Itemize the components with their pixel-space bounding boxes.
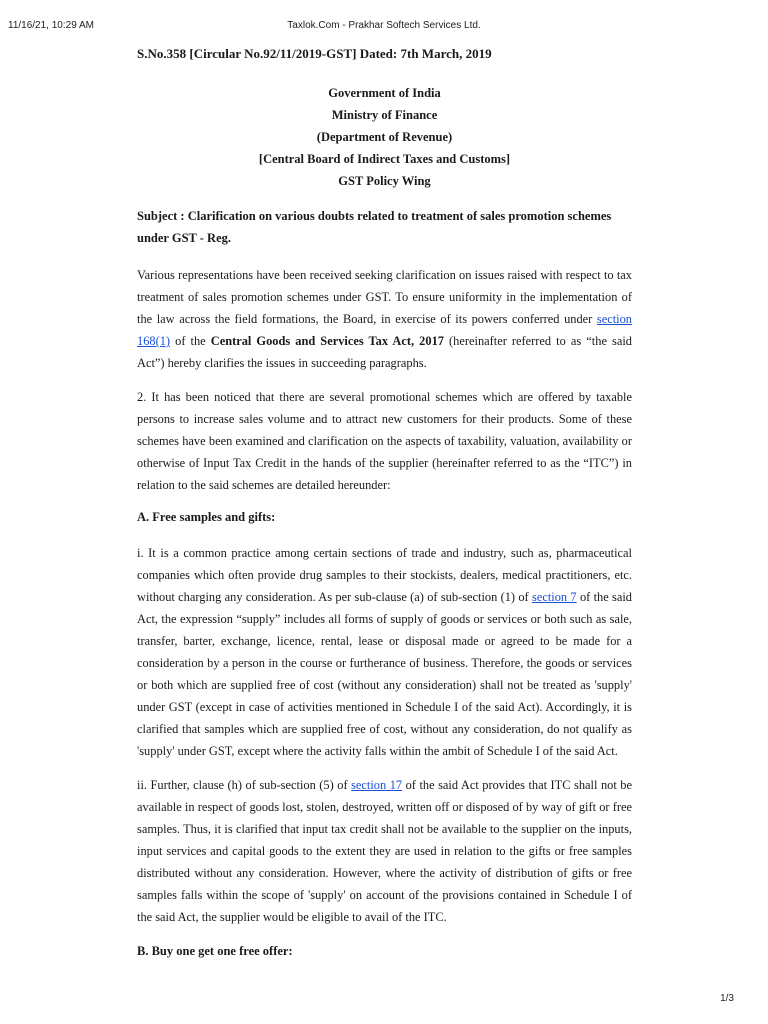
- text-run: of the said Act, the expression “supply” includes all forms of supply of goods or services or both such as sale, transfer, barter, exchange, licence, rental, lease or disposal made or agreed to be made for a consideration by a person in the course or furtherance of business. Therefore, the goods or services or both which are supplied free of cost (without any consideration) shall not be treated as 'supply' under GST (except in case of activities mentioned in Schedule I of the said Act). Accordingly, it is clarified that samples which are supplied free of cost, without any consideration, do not qualify as 'supply' under GST, except where the activity falls within the ambit of Schedule I of the said Act.: [137, 590, 632, 758]
- section-7-link[interactable]: section 7: [532, 590, 577, 604]
- paragraph-i: [137, 542, 632, 762]
- paragraph-intro: [137, 264, 632, 374]
- act-name: Central Goods and Services Tax Act, 2017: [210, 334, 444, 348]
- print-timestamp: 11/16/21, 10:29 AM: [8, 20, 94, 31]
- text-run: Various representations have been received seeking clarification on issues raised with respect to tax treatment of sales promotion schemes under GST. To ensure uniformity in the implementation of the law across the field formations, the Board, in exercise of its powers conferred under: [137, 268, 632, 326]
- subject-line: Subject : Clarification on various doubts related to treatment of sales promotion schemes under GST - Reg.: [137, 209, 612, 245]
- text-run: ii. Further, clause (h) of sub-section (5) of: [137, 778, 352, 792]
- paragraph-2: 2. It has been noticed that there are several promotional schemes which are offered by taxable persons to increase sales volume and to attract new customers for their products. Some of these schemes have been examined and clarification on the aspects of taxability, valuation, availability or otherwise of Input Tax Credit in the hands of the supplier (hereinafter referred to as the “ITC”) in relation to the said schemes are detailed hereunder:: [137, 390, 632, 492]
- document-body: [137, 45, 632, 962]
- text-run: (hereinafter referred to as “the said Act”) hereby clarifies the issues in succeeding paragraphs.: [137, 334, 632, 370]
- section-17-link[interactable]: section 17: [351, 778, 403, 792]
- print-header: [0, 0, 768, 31]
- heading-buy-one-get-one: B. Buy one get one free offer:: [137, 944, 293, 958]
- section-168-link[interactable]: section 168(1): [137, 312, 632, 348]
- text-run: of the: [170, 334, 211, 348]
- serial-number-line: S.No.358 [Circular No.92/11/2019-GST] Dated: 7th March, 2019: [137, 46, 492, 61]
- text-run: i. It is a common practice among certain sections of trade and industry, such as, pharmaceutical companies which often provide drug samples to their stockists, dealers, medical practitioners, etc. without charging any consideration. As per sub-clause (a) of sub-section (1) of: [137, 546, 632, 604]
- page-number: 1/3: [720, 993, 734, 1004]
- print-site-title: Taxlok.Com - Prakhar Softech Services Ltd.: [287, 20, 481, 31]
- gov-line: (Department of Revenue): [316, 130, 453, 144]
- heading-free-samples: A. Free samples and gifts:: [137, 510, 276, 524]
- gov-line: Ministry of Finance: [331, 108, 438, 122]
- paragraph-ii: [137, 774, 632, 928]
- text-run: of the said Act provides that ITC shall not be available in respect of goods lost, stolen, destroyed, written off or disposed of by way of gift or free samples. Thus, it is clarified that input tax credit shall not be available to the supplier on the inputs, input services and capital goods to the extent they are used in relation to the gifts or free samples distributed without any consideration. However, where the activity of distribution of gifts or free samples falls within the scope of 'supply' on account of the provisions contained in Schedule I of the said Act, the supplier would be eligible to avail of the ITC.: [137, 778, 632, 924]
- gov-line: [Central Board of Indirect Taxes and Customs]: [258, 152, 511, 166]
- gov-line: Government of India: [328, 86, 441, 100]
- issuing-authority-block: [137, 82, 632, 192]
- gov-line: GST Policy Wing: [338, 174, 431, 188]
